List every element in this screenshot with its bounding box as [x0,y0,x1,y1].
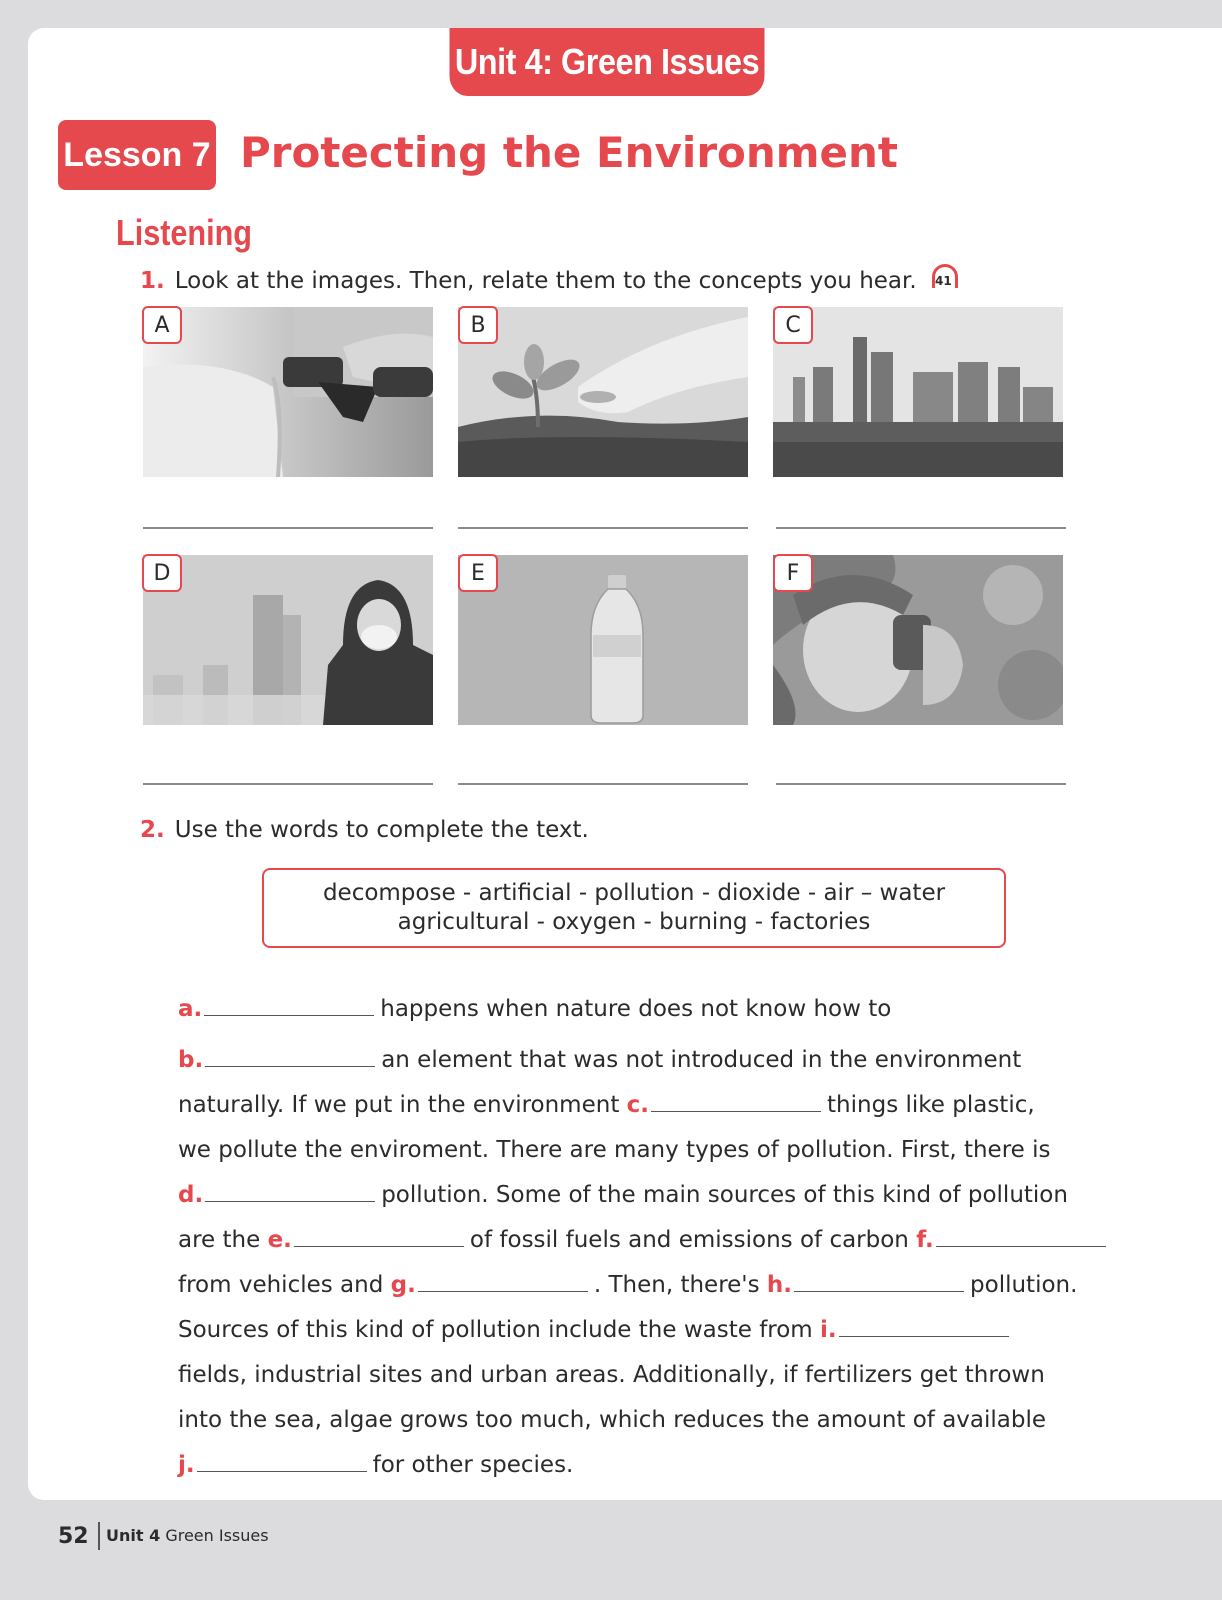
text-line [178,1227,1112,1253]
line-text: pollution. [970,1272,1078,1298]
footer-unit-bold: Unit 4 [106,1526,161,1545]
blank-j[interactable] [197,1471,367,1472]
image-label-b: B [458,306,498,344]
image-f-inhaler [773,555,1063,725]
answer-line-a[interactable] [143,527,433,529]
word-bank-line: agricultural - oxygen - burning - factories [397,909,871,935]
text-line [178,1407,1046,1433]
line-text: for other species. [372,1452,574,1478]
blank-letter: e. [267,1227,292,1253]
blank-g[interactable] [418,1291,588,1292]
blank-letter: i. [820,1317,837,1343]
lesson-badge: Lesson 7 [58,120,216,190]
image-c-factories [773,307,1063,477]
blank-letter: c. [626,1092,650,1118]
line-text: we pollute the enviroment. There are many types of pollution. First, there is [178,1137,1051,1163]
blank-letter: g. [390,1272,416,1298]
text-line [178,1452,573,1478]
section-title: Listening [116,212,252,253]
line-text: naturally. If we put in the environment [178,1092,627,1118]
text-line [178,1047,1021,1073]
blank-d[interactable] [205,1201,375,1202]
image-label-e: E [458,554,498,592]
blank-a[interactable] [204,1015,374,1016]
unit-tab: Unit 4: Green Issues [450,28,765,96]
line-text: into the sea, algae grows too much, which reduces the amount of available [178,1407,1047,1433]
blank-letter: d. [178,1182,204,1208]
line-text: an element that was not introduced in the environment [381,1047,1022,1073]
footer-divider [98,1522,100,1550]
exercise-number: 1. [140,268,165,294]
image-label-d: D [142,554,182,592]
image-a-fuel-pump [143,307,433,477]
page-number: 52 [58,1524,89,1549]
answer-line-f[interactable] [776,783,1066,785]
answer-line-b[interactable] [458,527,748,529]
line-text: Sources of this kind of pollution include the waste from [178,1317,821,1343]
text-line [178,1317,1015,1343]
image-label-c: C [773,306,813,344]
blank-e[interactable] [294,1246,464,1247]
line-text: pollution. Some of the main sources of this kind of pollution [381,1182,1068,1208]
word-bank [262,868,1006,948]
image-b-planting [458,307,748,477]
image-e-bottle [458,555,748,725]
instruction-text: Use the words to complete the text. [174,817,589,843]
instruction-text: Look at the images. Then, relate them to the concepts you hear. [174,268,917,294]
text-line [178,1362,1045,1388]
line-text: of fossil fuels and emissions of carbon [469,1227,917,1253]
answer-line-d[interactable] [143,783,433,785]
line-text: . Then, there's [593,1272,767,1298]
exercise-2-instruction [140,817,589,843]
blank-letter: b. [178,1047,204,1073]
blank-letter: a. [178,996,203,1022]
footer-unit [106,1526,269,1545]
image-d-smog [143,555,433,725]
text-line [178,1092,1035,1118]
lesson-title: Protecting the Environment [240,128,899,177]
blank-f[interactable] [936,1246,1106,1247]
line-text: things like plastic, [827,1092,1035,1118]
blank-i[interactable] [839,1336,1009,1337]
answer-line-e[interactable] [458,783,748,785]
blank-h[interactable] [794,1291,964,1292]
line-text: happens when nature does not know how to [380,996,892,1022]
exercise-number: 2. [140,817,165,843]
image-label-f: F [773,554,813,592]
audio-track-number: 41 [934,274,952,288]
image-label-a: A [142,306,182,344]
blank-c[interactable] [651,1111,821,1112]
line-text: are the [178,1227,268,1253]
word-bank-line: decompose - artificial - pollution - dioxide - air – water [322,880,946,906]
blank-b[interactable] [205,1066,375,1067]
text-line [178,1137,1050,1163]
blank-letter: h. [766,1272,793,1298]
text-line [178,996,891,1022]
blank-letter: f. [916,1227,934,1253]
text-line [178,1182,1068,1208]
text-line [178,1272,1077,1298]
line-text: fields, industrial sites and urban areas. Additionally, if fertilizers get thrown [178,1362,1045,1388]
footer-unit-text: Green Issues [165,1526,269,1545]
headphones-icon[interactable] [930,264,962,292]
exercise-1-instruction [140,264,962,294]
answer-line-c[interactable] [776,527,1066,529]
line-text: from vehicles and [178,1272,391,1298]
blank-letter: j. [178,1452,195,1478]
